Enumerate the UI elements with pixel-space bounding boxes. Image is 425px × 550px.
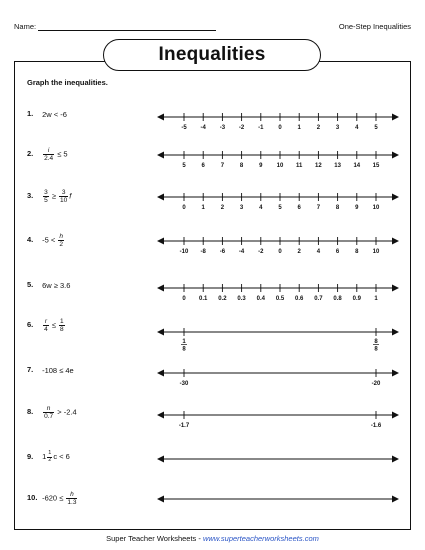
question-number: 9. bbox=[27, 451, 34, 461]
tick-label: -20 bbox=[371, 381, 381, 387]
fraction: $\frac{3}{5}$ bbox=[44, 189, 48, 204]
tick-label: -4 bbox=[200, 125, 206, 131]
tick-label: 4 bbox=[316, 249, 321, 255]
tick-label: -6 bbox=[219, 249, 226, 255]
tick-label: 5 bbox=[374, 125, 378, 131]
inequality: 6w ≥ 3.6 bbox=[42, 280, 71, 290]
tick-label: 8 bbox=[355, 249, 359, 255]
tick-label: 0.5 bbox=[275, 296, 285, 302]
tick-label: -1.6 bbox=[370, 423, 382, 429]
right-arrow-icon bbox=[392, 285, 399, 292]
right-arrow-icon bbox=[392, 456, 399, 463]
left-arrow-icon bbox=[157, 238, 164, 245]
tick-label: 0 bbox=[278, 125, 282, 131]
inequality-rhs: > -2.4 bbox=[57, 407, 77, 417]
question-number: 6. bbox=[27, 320, 34, 330]
tick-label: 7 bbox=[220, 163, 225, 169]
tick-label-numerator: 1 bbox=[182, 339, 186, 345]
tick-label: 2 bbox=[220, 205, 225, 211]
tick-label: 9 bbox=[355, 205, 359, 211]
fraction: $\frac{1}{8}$ bbox=[60, 318, 64, 333]
left-arrow-icon bbox=[157, 456, 164, 463]
question-number: 3. bbox=[27, 191, 34, 201]
name-label: Name: bbox=[14, 22, 37, 31]
tick-label: 5 bbox=[182, 163, 186, 169]
tick-label: 6 bbox=[201, 163, 205, 169]
tick-label: 4 bbox=[355, 125, 359, 131]
right-arrow-icon bbox=[392, 329, 399, 336]
operator: ≤ bbox=[51, 320, 56, 330]
tick-label: 0.7 bbox=[314, 296, 323, 302]
tick-label: 7 bbox=[316, 205, 321, 211]
tick-label: 10 bbox=[372, 205, 380, 211]
left-arrow-icon bbox=[157, 370, 164, 377]
tick-label: 0.8 bbox=[333, 296, 342, 302]
tick-label: 6 bbox=[297, 205, 301, 211]
tick-label-denominator: 8 bbox=[374, 346, 378, 353]
footer bbox=[0, 534, 425, 543]
tick-label: 14 bbox=[353, 163, 361, 169]
question-number: 2. bbox=[27, 149, 34, 159]
tick-label: 3 bbox=[239, 205, 244, 211]
tick-label: 6 bbox=[335, 249, 340, 255]
question-number: 8. bbox=[27, 407, 34, 417]
tick-label: -1 bbox=[258, 125, 264, 131]
tick-label: 12 bbox=[315, 163, 322, 169]
right-arrow-icon bbox=[392, 496, 399, 503]
tick-label: 1 bbox=[374, 296, 378, 302]
operator: ≥ bbox=[51, 191, 56, 201]
fraction: $\frac{3}{10}$ bbox=[60, 189, 68, 204]
left-arrow-icon bbox=[157, 114, 164, 121]
tick-label: -2 bbox=[258, 249, 264, 255]
tick-label: 0 bbox=[182, 296, 186, 302]
tick-label-numerator: 8 bbox=[374, 339, 378, 345]
question-number: 5. bbox=[27, 280, 34, 289]
left-arrow-icon bbox=[157, 329, 164, 336]
tick-label: 9 bbox=[259, 163, 263, 169]
page-title: Inequalities bbox=[158, 44, 266, 65]
inequality: 2w < -6 bbox=[42, 109, 67, 119]
tick-label: -8 bbox=[200, 249, 206, 255]
tick-label: -3 bbox=[219, 125, 226, 131]
tick-label: 1 bbox=[297, 125, 301, 131]
tick-label: 0.9 bbox=[352, 296, 361, 302]
left-arrow-icon bbox=[157, 285, 164, 292]
left-arrow-icon bbox=[157, 412, 164, 419]
tick-label: 3 bbox=[335, 125, 340, 131]
right-arrow-icon bbox=[392, 152, 399, 159]
tick-label: 0.1 bbox=[199, 296, 208, 302]
inequality-rhs: c < 6 bbox=[53, 451, 70, 461]
tick-label: 2 bbox=[316, 125, 321, 131]
right-arrow-icon bbox=[392, 238, 399, 245]
right-arrow-icon bbox=[392, 194, 399, 201]
fraction: $\frac{n}{0.7}$ bbox=[44, 405, 54, 420]
fraction: $\frac{1}{2}$ bbox=[48, 450, 52, 463]
right-arrow-icon bbox=[392, 412, 399, 419]
tick-label: 10 bbox=[276, 163, 284, 169]
left-arrow-icon bbox=[157, 152, 164, 159]
tick-label: 0.4 bbox=[256, 296, 265, 302]
tick-label: 8 bbox=[335, 205, 340, 211]
tick-label: 0 bbox=[278, 249, 282, 255]
tick-label: 0.3 bbox=[237, 296, 246, 302]
left-arrow-icon bbox=[157, 496, 164, 503]
fraction: $\frac{h}{1.3}$ bbox=[67, 491, 77, 506]
tick-label: -5 bbox=[181, 125, 187, 131]
tick-label: -10 bbox=[179, 249, 189, 255]
tick-label: 2 bbox=[297, 249, 301, 255]
tick-label: -1.7 bbox=[178, 423, 190, 429]
instructions: Graph the inequalities. bbox=[27, 78, 108, 87]
fraction: $\frac{i}{2.4}$ bbox=[44, 147, 54, 162]
tick-label: 5 bbox=[278, 205, 282, 211]
right-arrow-icon bbox=[392, 370, 399, 377]
fraction: $\frac{r}{4}$ bbox=[44, 318, 48, 333]
inequality: -108 ≤ 4e bbox=[42, 365, 74, 375]
question-number: 1. bbox=[27, 109, 34, 118]
inequality-lhs: -620 ≤ bbox=[42, 493, 64, 503]
footer-brand: Super Teacher Worksheets - bbox=[106, 534, 203, 543]
tick-label: 11 bbox=[296, 163, 303, 169]
tick-label: -4 bbox=[238, 249, 245, 255]
tick-label: 13 bbox=[334, 163, 341, 169]
tick-label: 15 bbox=[372, 163, 380, 169]
tick-label: -2 bbox=[238, 125, 245, 131]
tick-label: 8 bbox=[239, 163, 244, 169]
tick-label-denominator: 8 bbox=[182, 346, 186, 353]
question-number: 4. bbox=[27, 235, 34, 245]
tick-label: 10 bbox=[372, 249, 380, 255]
question-number: 7. bbox=[27, 365, 34, 374]
tick-label: 0 bbox=[182, 205, 186, 211]
question-number: 10. bbox=[27, 493, 38, 503]
tick-label: 4 bbox=[259, 205, 263, 211]
footer-link[interactable]: www.superteacherworksheets.com bbox=[202, 534, 319, 543]
inequality-lhs: -5 < bbox=[42, 235, 56, 245]
worksheet-title: One-Step Inequalities bbox=[338, 22, 411, 31]
inequality-rhs: ≤ 5 bbox=[57, 149, 68, 159]
tick-label: -30 bbox=[179, 381, 189, 387]
left-arrow-icon bbox=[157, 194, 164, 201]
tick-label: 0.6 bbox=[295, 296, 304, 302]
tick-label: 1 bbox=[201, 205, 205, 211]
right-arrow-icon bbox=[392, 114, 399, 121]
variable: f bbox=[69, 191, 72, 201]
fraction: $\frac{h}{2}$ bbox=[59, 233, 63, 248]
tick-label: 0.2 bbox=[218, 296, 227, 302]
mixed-number-whole: 1 bbox=[42, 451, 47, 461]
